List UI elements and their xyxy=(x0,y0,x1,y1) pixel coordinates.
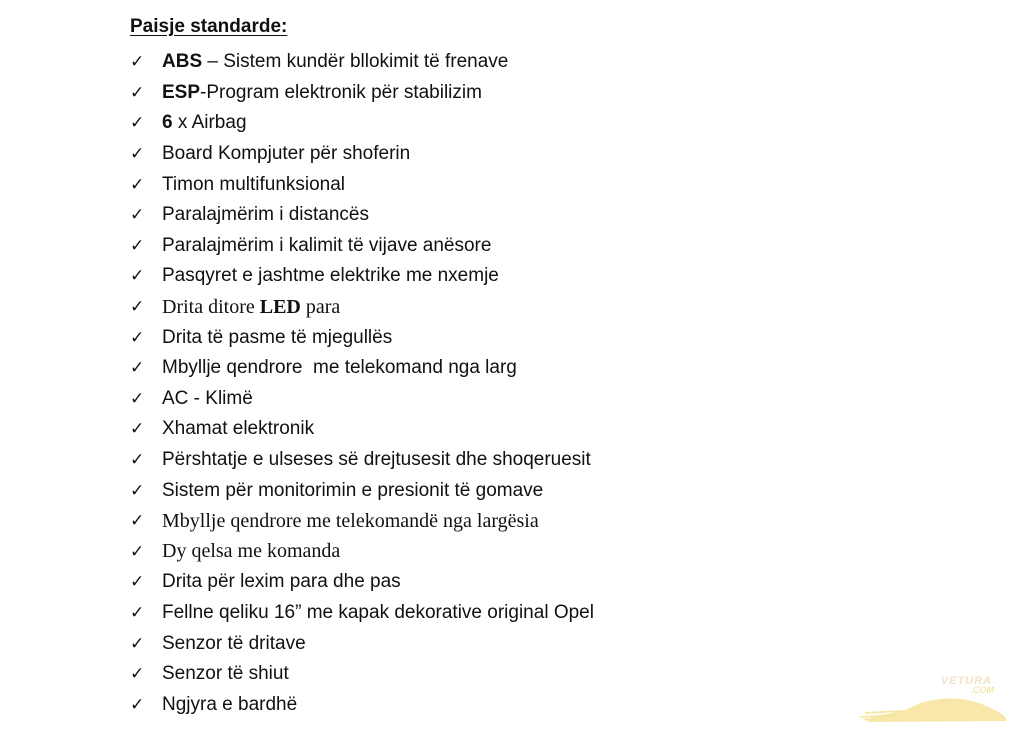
checkmark-icon: ✓ xyxy=(130,144,145,165)
item-bold: 6 xyxy=(162,112,173,134)
checkmark-icon: ✓ xyxy=(130,297,145,318)
item-bold: ESP xyxy=(162,81,201,103)
item-text: Xhamat elektronik xyxy=(162,418,315,440)
list-item xyxy=(130,108,594,139)
item-text: Paralajmërim i kalimit të vijave anësore xyxy=(162,234,492,256)
checkmark-icon: ✓ xyxy=(130,113,145,134)
checkmark-icon: ✓ xyxy=(130,327,145,348)
list-item xyxy=(130,567,594,598)
item-text: Mbyllje qendrore me telekomand nga larg xyxy=(162,357,517,379)
watermark-text: VETURA xyxy=(940,675,992,687)
item-text: Timon multifunksional xyxy=(162,173,346,195)
list-item xyxy=(130,322,594,353)
checkmark-icon: ✓ xyxy=(130,694,145,715)
list-item xyxy=(130,200,594,231)
item-text: x Airbag xyxy=(172,112,247,134)
list-item xyxy=(130,78,594,109)
checkmark-icon: ✓ xyxy=(130,450,145,471)
list-item xyxy=(130,384,594,415)
list-item xyxy=(130,659,594,690)
checkmark-icon: ✓ xyxy=(130,52,145,73)
watermark-domain: .COM xyxy=(970,685,994,695)
checkmark-icon: ✓ xyxy=(130,266,145,287)
item-text: Dy qelsa me komanda xyxy=(162,540,341,563)
checkmark-icon: ✓ xyxy=(130,235,145,256)
item-text: Pasqyret e jashtme elektrike me nxemje xyxy=(162,265,499,287)
list-item xyxy=(130,537,594,568)
checkmark-icon: ✓ xyxy=(130,205,145,226)
page-title: Paisje standarde: xyxy=(130,16,288,37)
item-bold: ABS xyxy=(162,51,203,73)
checkmark-icon: ✓ xyxy=(130,174,145,195)
equipment-list xyxy=(130,47,594,720)
list-item xyxy=(130,628,594,659)
list-item xyxy=(130,445,594,476)
list-item xyxy=(130,47,594,78)
checkmark-icon: ✓ xyxy=(130,419,145,440)
checkmark-icon: ✓ xyxy=(130,664,145,685)
car-silhouette-icon xyxy=(860,691,1010,725)
item-bold: LED xyxy=(259,295,301,318)
item-text: Drita për lexim para dhe pas xyxy=(162,571,401,593)
list-item xyxy=(130,689,594,720)
item-text: Përshtatje e ulseses së drejtusesit dhe shoqeruesit xyxy=(162,449,591,471)
list-item xyxy=(130,261,594,292)
list-item xyxy=(130,475,594,506)
list-item xyxy=(130,598,594,629)
item-text: – Sistem kundër bllokimit të frenave xyxy=(202,51,509,73)
checkmark-icon: ✓ xyxy=(130,388,145,409)
list-item xyxy=(130,353,594,384)
watermark-logo xyxy=(860,675,1020,725)
item-text: -Program elektronik për stabilizim xyxy=(200,81,482,103)
item-text: Ngjyra e bardhë xyxy=(162,693,298,715)
item-text: Mbyllje qendrore me telekomandë nga largësia xyxy=(162,509,539,532)
checkmark-icon: ✓ xyxy=(130,602,145,623)
item-text: AC - Klimë xyxy=(162,387,253,409)
item-text: Sistem për monitorimin e presionit të gomave xyxy=(162,479,544,501)
item-text: Drita të pasme të mjegullës xyxy=(162,326,393,348)
item-text: Drita ditore xyxy=(162,295,260,318)
item-text: Board Kompjuter për shoferin xyxy=(162,143,411,165)
list-item xyxy=(130,414,594,445)
list-item xyxy=(130,506,594,537)
item-text: Paralajmërim i distancës xyxy=(162,204,369,226)
item-text: Fellne qeliku 16” me kapak dekorative original Opel xyxy=(162,601,594,623)
list-item xyxy=(130,139,594,170)
list-item xyxy=(130,231,594,262)
checkmark-icon: ✓ xyxy=(130,358,145,379)
list-item xyxy=(130,169,594,200)
checkmark-icon: ✓ xyxy=(130,511,145,532)
checkmark-icon: ✓ xyxy=(130,633,145,654)
list-item xyxy=(130,292,594,323)
item-text: Senzor të dritave xyxy=(162,632,306,654)
checkmark-icon: ✓ xyxy=(130,541,145,562)
checkmark-icon: ✓ xyxy=(130,572,145,593)
item-text: Senzor të shiut xyxy=(162,663,289,685)
checkmark-icon: ✓ xyxy=(130,82,145,103)
item-text: para xyxy=(300,295,341,318)
checkmark-icon: ✓ xyxy=(130,480,145,501)
